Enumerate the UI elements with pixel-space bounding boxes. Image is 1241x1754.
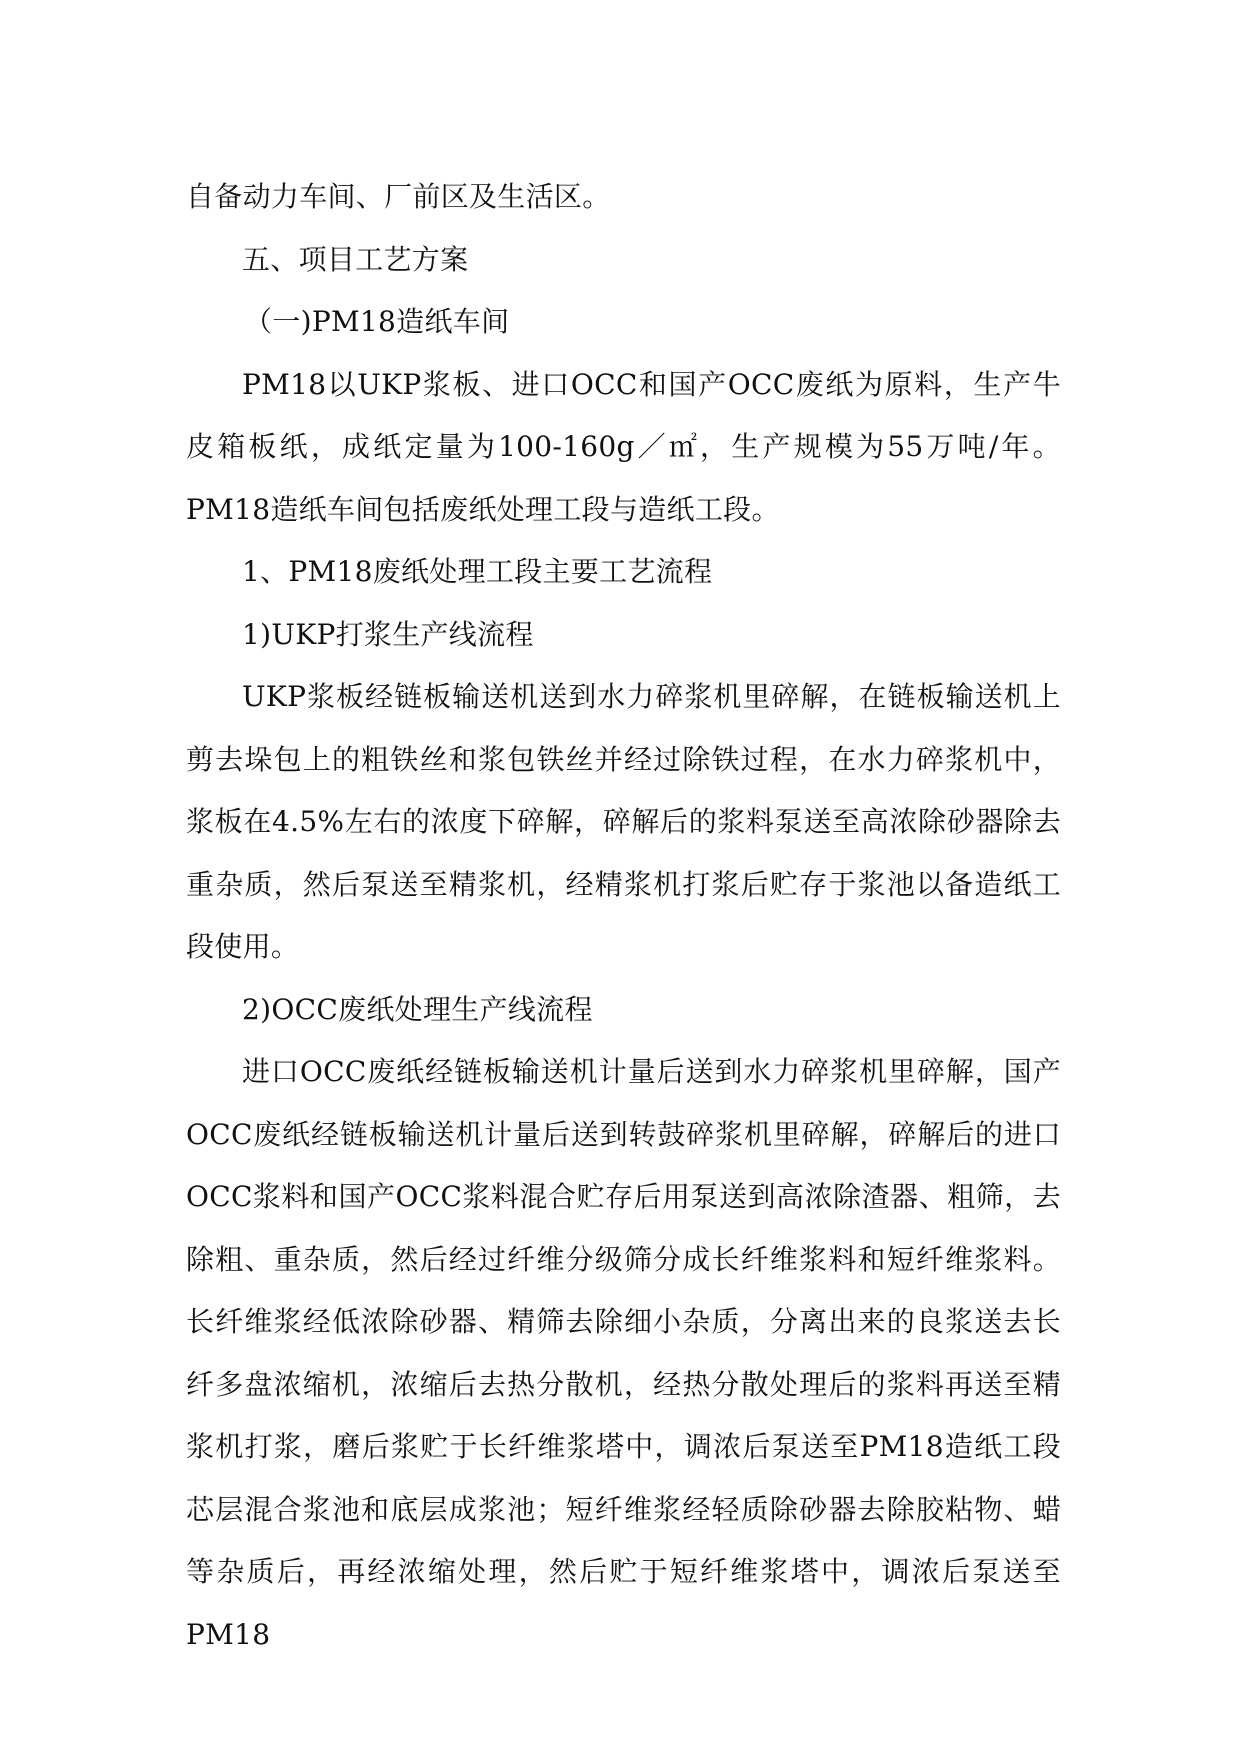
document-body: [186, 166, 1061, 1666]
heading-ukp-line: 1)UKP打浆生产线流程: [242, 617, 534, 651]
paragraph-pm18-overview: PM18以UKP浆板、进口OCC和国产OCC废纸为原料，生产牛皮箱板纸，成纸定量为100-160g／㎡，生产规模为55万吨/年。PM18造纸车间包括废纸处理工段与造纸工段。: [186, 367, 1061, 526]
paragraph-ukp-line: UKP浆板经链板输送机送到水力碎浆机里碎解，在链板输送机上剪去垛包上的粗铁丝和浆包铁丝并经过除铁过程，在水力碎浆机中，浆板在4.5%左右的浓度下碎解，碎解后的浆料泵送至高浓除砂器除去重杂质，然后泵送至精浆机，经精浆机打浆后贮存于浆池以备造纸工段使用。: [186, 680, 1061, 963]
paragraph-continuation: 自备动力车间、厂前区及生活区。: [186, 180, 611, 213]
paragraph-occ-line: 进口OCC废纸经链板输送机计量后送到水力碎浆机里碎解，国产OCC废纸经链板输送机计量后送到转鼓碎浆机里碎解，碎解后的进口OCC浆料和国产OCC浆料混合贮存后用泵送到高浓除渣器、粗筛，去除粗、重杂质，然后经过纤维分级筛分成长纤维浆料和短纤维浆料。长纤维浆经低浓除砂器、精筛去除细小杂质，分离出来的良浆送去长纤多盘浓缩机，浓缩后去热分散机，经热分散处理后的浆料再送至精浆机打浆，磨后浆贮于长纤维浆塔中，调浓后泵送至PM18造纸工段芯层混合浆池和底层成浆池；短纤维浆经轻质除砂器去除胶粘物、蜡等杂质后，再经浓缩处理，然后贮于短纤维浆塔中，调浓后泵送至PM18: [186, 1055, 1061, 1651]
section-heading-process-plan: 五、项目工艺方案: [242, 242, 469, 276]
heading-wastepaper-process-flow: 1、PM18废纸处理工段主要工艺流程: [242, 555, 713, 588]
subsection-heading-pm18-workshop: （一)PM18造纸车间: [244, 305, 510, 338]
heading-occ-line: 2)OCC废纸处理生产线流程: [242, 992, 593, 1026]
